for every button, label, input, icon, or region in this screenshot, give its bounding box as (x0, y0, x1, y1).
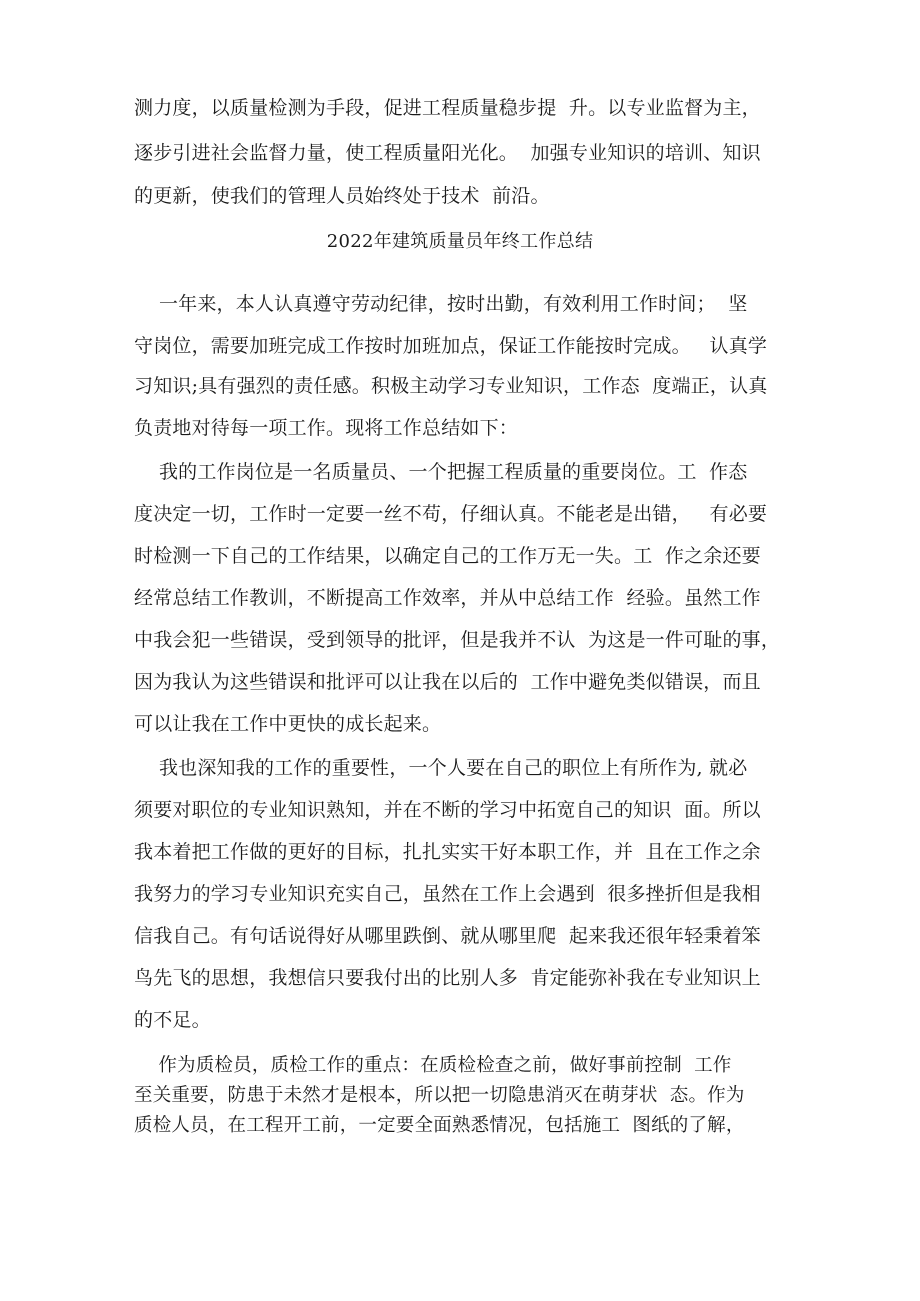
paragraph3-line-2: 须要对职位的专业知识熟知，并在不断的学习中拓宽自己的知识 面。所以 (134, 799, 761, 821)
paragraph3-line-6: 鸟先飞的思想，我想信只要我付出的比别人多 肯定能弥补我在专业知识上 (134, 967, 761, 989)
document-title: 2022年建筑质量员年终工作总结 (326, 231, 594, 252)
paragraph2-line-1: 我的工作岗位是一名质量员、一个把握工程质量的重要岗位。工 作态 (134, 461, 748, 483)
paragraph3-line-3: 我本着把工作做的更好的目标，扎扎实实干好本职工作，并 且在工作之余 (134, 841, 761, 863)
paragraph1-line-4: 负责地对待每一项工作。现将工作总结如下： (134, 417, 519, 439)
intro-line-2: 逐步引进社会监督力量，使工程质量阳光化。 加强专业知识的培训、知识 (134, 142, 761, 164)
paragraph4-line-1: 作为质检员，质检工作的重点：在质检检查之前，做好事前控制 工作 (134, 1055, 732, 1076)
paragraph3-line-7: 的不足。 (134, 1009, 211, 1031)
paragraph2-line-5: 中我会犯一些错误，受到领导的批评，但是我并不认 为这是一件可耻的事， (134, 629, 781, 651)
paragraph2-line-2: 度决定一切，工作时一定要一丝不苟，仔细认真。不能老是出错， 有必要 (134, 503, 768, 525)
paragraph1-line-1: 一年来，本人认真遵守劳动纪律，按时出勤，有效利用工作时间； 坚 (134, 293, 748, 315)
paragraph3-line-5: 信我自己。有句话说得好从哪里跌倒、就从哪里爬 起来我还很年轻秉着笨 (134, 925, 761, 947)
intro-line-3: 的更新，使我们的管理人员始终处于技术 前沿。 (134, 185, 550, 207)
paragraph3-line-1: 我也深知我的工作的重要性，一个人要在自己的职位上有所作为, 就必 (134, 757, 748, 779)
paragraph4-line-2: 至关重要，防患于未然才是根本，所以把一切隐患消灭在萌芽状 态。作为 (134, 1085, 745, 1106)
paragraph2-line-7: 可以让我在工作中更快的成长起来。 (134, 713, 442, 735)
paragraph1-line-3: 习知识;具有强烈的责任感。积极主动学习专业知识，工作态 度端正，认真 (134, 375, 768, 397)
intro-line-1: 测力度，以质量检测为手段，促进工程质量稳步提 升。以专业监督为主， (134, 97, 761, 119)
paragraph2-line-6: 因为我认为这些错误和批评可以让我在以后的 工作中避免类似错误，而且 (134, 671, 761, 693)
paragraph2-line-4: 经常总结工作教训，不断提高工作效率，并从中总结工作 经验。虽然工作 (134, 587, 761, 609)
paragraph2-line-3: 时检测一下自己的工作结果，以确定自己的工作万无一失。工 作之余还要 (134, 545, 761, 567)
paragraph4-line-3: 质检人员，在工程开工前，一定要全面熟悉情况，包括施工 图纸的了解， (134, 1115, 745, 1136)
paragraph1-line-2: 守岗位，需要加班完成工作按时加班加点，保证工作能按时完成。 认真学 (134, 335, 768, 357)
paragraph3-line-4: 我努力的学习专业知识充实自己，虽然在工作上会遇到 很多挫折但是我相 (134, 883, 761, 905)
